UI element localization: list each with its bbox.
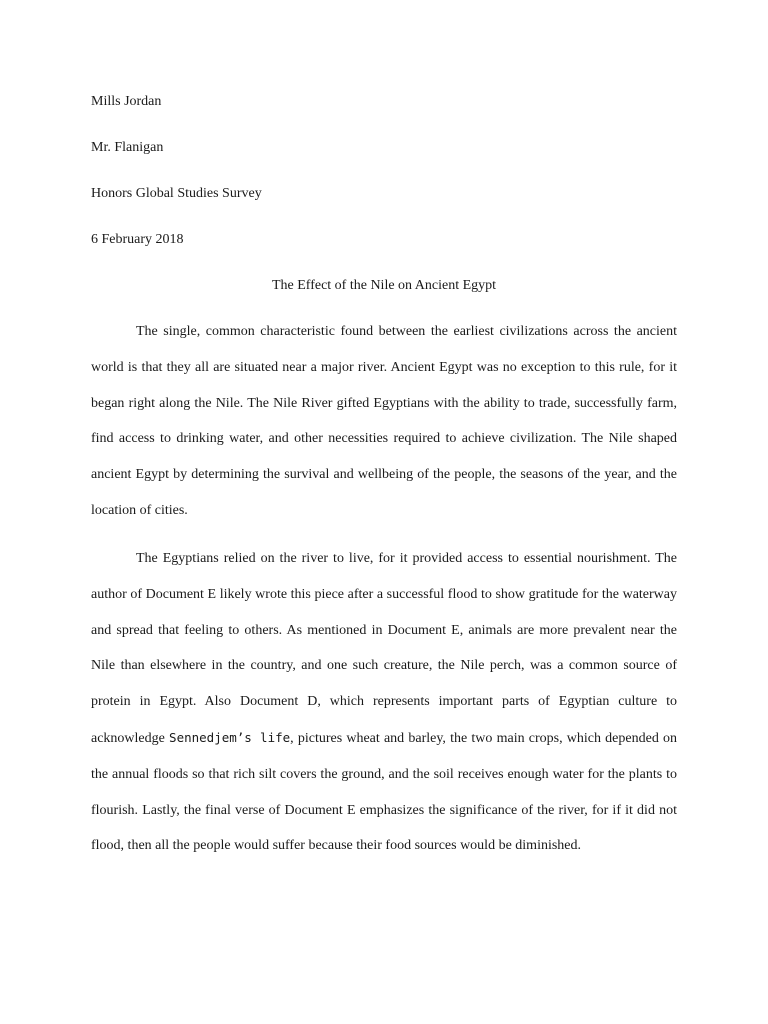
paragraph-2-text-end: , pictures wheat and barley, the two main crops, which depended on the annual floods so that rich silt covers the ground, and the soil receives enough water for the plants to flourish. Lastly, the final verse of Document E emphasizes the significance of the river, for if it did not flood, then all the people would suffer because their food sources would be diminished. — [91, 730, 677, 854]
paragraph-1-text: The single, common characteristic found between the earliest civilizations across the ancient world is that they all are situated near a major river. Ancient Egypt was no exception to this rule, for it began right along the Nile. The Nile River gifted Egyptians with the ability to trade, successfully farm, find access to drinking water, and other necessities required to achieve civilization. The Nile shaped ancient Egypt by determining the survival and wellbeing of the people, the seasons of the year, and the location of cities. — [91, 324, 677, 518]
paragraph-1 — [91, 314, 677, 529]
document-date: 6 February 2018 — [91, 232, 184, 247]
course-name: Honors Global Studies Survey — [91, 186, 262, 201]
author-name: Mills Jordan — [91, 94, 162, 109]
instructor-name: Mr. Flanigan — [91, 140, 164, 155]
paragraph-2 — [91, 541, 677, 864]
document-title: The Effect of the Nile on Ancient Egypt — [271, 278, 497, 293]
paragraph-2-name-fragment: Sennedjem’s life — [169, 729, 291, 745]
paragraph-2-text-start: The Egyptians relied on the river to live, for it provided access to essential nourishment. The author of Document E likely wrote this piece after a successful flood to show gratitude for the waterway and spread that feeling to others. As mentioned in Document E, animals are more prevalent near the Nile than elsewhere in the country, and one such creature, the Nile perch, was a common source of protein in Egypt. Also Document D, which represents important parts of Egyptian culture to acknowledge — [91, 551, 677, 746]
